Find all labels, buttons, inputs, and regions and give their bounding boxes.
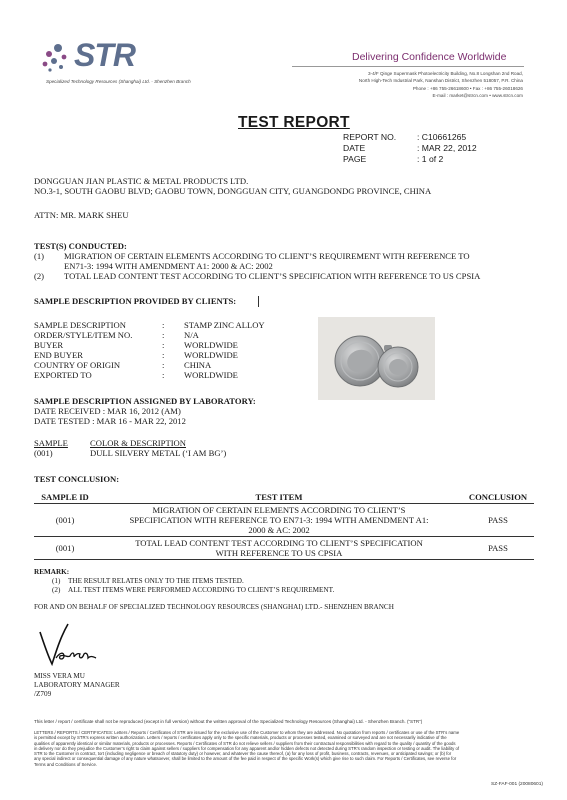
field-label: ORDER/STYLE/ITEM NO. xyxy=(34,330,133,340)
row-test-item xyxy=(96,538,462,558)
field-value: WORLDWIDE xyxy=(184,350,238,360)
tests-heading: TEST(S) CONDUCTED: xyxy=(34,241,127,251)
legal-line: Terms and Conditions of Service. xyxy=(34,761,98,767)
conclusion-table xyxy=(34,492,534,560)
field-sep: : xyxy=(162,350,165,360)
text-cursor xyxy=(258,296,259,307)
field-value: N/A xyxy=(184,330,199,340)
footer-legal xyxy=(34,730,544,767)
str-logo-graphic-icon xyxy=(40,40,76,74)
field-sep: : xyxy=(162,330,165,340)
zinc-stamp-coins-image xyxy=(318,317,435,400)
meta-label: DATE xyxy=(343,143,366,153)
sample-id: (001) xyxy=(34,448,53,458)
remark-text: THE RESULT RELATES ONLY TO THE ITEMS TESTED. xyxy=(68,577,244,585)
tagline: Delivering Confidence Worldwide xyxy=(352,51,507,63)
remark-heading: REMARK: xyxy=(34,568,70,576)
form-code: SZ-FAF-001 (20080601) xyxy=(491,782,543,787)
test-num: (1) xyxy=(34,251,45,261)
meta-value: : MAR 22, 2012 xyxy=(417,143,477,153)
field-sep: : xyxy=(162,340,165,350)
legal-line: LETTERS / REPORTS / CERTIFICATES: Letters / Reports / Certificates of STR are issued for the exclusive use of the Customer to whom they are addressed. No quotation from reports / certificates or use of the STR’s name xyxy=(34,730,460,735)
field-sep: : xyxy=(162,370,165,380)
table-row xyxy=(34,504,534,537)
legal-line: STR to the Customer in contract, tort (including negligence or breach of statutory duty) or however, and whatever the cause thereof, (a) for any loss of profit, business, contracts, revenues, or anticipated savings; or (b) for xyxy=(34,751,452,757)
client-block xyxy=(34,176,431,196)
legal-line: in delivery nor do they prejudice the Customer’s right to claim against sellers / suppliers for compensation for any apparent and/or hidden defects not detected during STR’s random inspection or testing or audit. The liability of xyxy=(34,745,460,751)
header-test-item: TEST ITEM xyxy=(255,492,303,502)
remark-text: ALL TEST ITEMS WERE PERFORMED ACCORDING TO CLIENT’S REQUIREMENT. xyxy=(68,586,335,594)
sample-photo xyxy=(318,317,435,400)
test-item xyxy=(34,271,534,281)
page-title: TEST REPORT xyxy=(238,114,350,131)
meta-value: : C10661265 xyxy=(417,132,467,142)
field-label: BUYER xyxy=(34,340,64,350)
sample-lab-heading: SAMPLE DESCRIPTION ASSIGNED BY LABORATORY: xyxy=(34,396,256,406)
header-conclusion: CONCLUSION xyxy=(468,492,528,502)
signatory-title: LABORATORY MANAGER xyxy=(34,681,120,689)
sample-clients-heading: SAMPLE DESCRIPTION PROVIDED BY CLIENTS: xyxy=(34,296,237,306)
row-test-item xyxy=(96,505,462,535)
handwritten-signature-icon xyxy=(34,618,104,670)
test-item-line: MIGRATION OF CERTAIN ELEMENTS ACCORDING TO CLIENT’S xyxy=(152,505,406,515)
field-value: CHINA xyxy=(184,360,212,370)
row-result: PASS xyxy=(488,543,508,553)
sample-color: DULL SILVERY METAL (‘I AM BG’) xyxy=(90,448,227,458)
legal-line: is permitted except by STR’s express written authorization. Letters / reports / certificates apply only to the specific materials, products or processes tested, examined or surveyed and are not necessarily indicative of the xyxy=(34,735,447,741)
field-label: SAMPLE DESCRIPTION xyxy=(34,320,126,330)
field-sep: : xyxy=(162,320,165,330)
remark-num: (1) xyxy=(52,577,61,585)
col-color: COLOR & DESCRIPTION xyxy=(90,438,186,448)
sample-clients-table xyxy=(34,320,265,380)
field-label: COUNTRY OF ORIGIN xyxy=(34,360,121,370)
remark-num: (2) xyxy=(52,586,61,594)
signatory-block xyxy=(34,672,120,699)
test-text-cont: EN71-3: 1994 WITH AMENDMENT A1: 2000 & AC: 2002 xyxy=(64,261,273,271)
field-value: WORLDWIDE xyxy=(184,340,238,350)
col-sample: SAMPLE xyxy=(34,438,68,448)
client-name: DONGGUAN JIAN PLASTIC & METAL PRODUCTS LTD. xyxy=(34,176,249,186)
table-header xyxy=(34,492,534,504)
header-sample-id: SAMPLE ID xyxy=(41,492,89,502)
remark-section xyxy=(34,568,334,595)
company-address xyxy=(223,70,523,100)
test-text: MIGRATION OF CERTAIN ELEMENTS ACCORDING TO CLIENT’S REQUIREMENT WITH REFERENCE TO xyxy=(64,251,470,261)
remark-item xyxy=(34,586,334,595)
footer-notice: This letter / report / certificate shall not be reproduced (except in full version) without the written approval of the Specialized Technology Resources (Shanghai) Ltd. - Shenzhen Branch. (“STR”) xyxy=(34,719,423,724)
attention-line: ATTN: MR. MARK SHEU xyxy=(34,210,129,220)
sample-lab-section xyxy=(34,396,256,426)
table-row xyxy=(34,537,534,560)
report-meta xyxy=(343,132,477,165)
signatory-code: /Z709 xyxy=(34,690,52,698)
address-line: 3-4/F Qinge Supermask Photoelectricity Building, No.8 Longshan 2nd Road, xyxy=(367,71,523,76)
remark-item xyxy=(34,577,334,586)
meta-label: PAGE xyxy=(343,154,367,164)
legal-line: qualities of apparently identical or similar materials, products or processes. Reports / Certificates of STR do not relieve sellers / suppliers from their contractual responsibilities with regard to the quality / quantity of the goods xyxy=(34,740,456,746)
field-label: END BUYER xyxy=(34,350,83,360)
legal-line: any special indirect or consequential damage of any nature whatsoever, shall be limited to the amount of the fee paid in respect of the specific Work(s) which give rise to such claim. For Reports / Certificates, see reverse for xyxy=(34,756,457,762)
test-item-line: 2000 & AC: 2002 xyxy=(248,525,310,535)
test-num: (2) xyxy=(34,271,45,281)
field-sep: : xyxy=(162,360,165,370)
on-behalf-line: FOR AND ON BEHALF OF SPECIALIZED TECHNOLOGY RESOURCES (SHANGHAI) LTD.- SHENZHEN BRANCH xyxy=(34,603,394,611)
row-result: PASS xyxy=(488,515,508,525)
tagline-rule xyxy=(292,66,524,67)
date-received: DATE RECEIVED : MAR 16, 2012 (AM) xyxy=(34,406,181,416)
sample-color-table xyxy=(34,438,226,458)
address-line: Phone : +86 755-26618600 • Fax : +86 755-26018626 xyxy=(412,85,523,91)
test-item-line: WITH REFERENCE TO US CPSIA xyxy=(215,548,343,558)
tests-section xyxy=(34,241,534,281)
meta-value: : 1 of 2 xyxy=(417,154,444,164)
meta-label: REPORT NO. xyxy=(343,132,397,142)
address-line: E-mail : market@strcn.com • www.strcn.com xyxy=(432,93,523,99)
test-text: TOTAL LEAD CONTENT TEST ACCORDING TO CLIENT’S SPECIFICATION WITH REFERENCE TO US CPSIA xyxy=(64,271,481,281)
conclusion-heading: TEST CONCLUSION: xyxy=(34,474,120,484)
field-value: WORLDWIDE xyxy=(184,370,238,380)
field-label: EXPORTED TO xyxy=(34,370,92,380)
test-item-line: TOTAL LEAD CONTENT TEST ACCORDING TO CLIENT’S SPECIFICATION xyxy=(135,538,423,548)
row-sample-id: (001) xyxy=(55,543,75,553)
test-item xyxy=(34,251,534,261)
field-value: STAMP ZINC ALLOY xyxy=(184,320,265,330)
date-tested: DATE TESTED : MAR 16 - MAR 22, 2012 xyxy=(34,416,186,426)
company-small: Specialized Technology Resources (Shanghai) Ltd. - Shenzhen Branch xyxy=(46,79,191,84)
test-item-line: SPECIFICATION WITH REFERENCE TO EN71-3: 1994 WITH AMENDMENT A1: xyxy=(129,515,429,525)
row-sample-id: (001) xyxy=(55,515,75,525)
signatory-name: MISS VERA MU xyxy=(34,672,85,680)
client-address: NO.3-1, SOUTH GAOBU BLVD; GAOBU TOWN, DONGGUAN CITY, GUANGDONDG PROVINCE, CHINA xyxy=(34,186,432,196)
address-line: North High-Tech Industrial Park, Nanshan District, Shenzhen 518057, P.R. China xyxy=(358,78,523,84)
str-logo-text: STR xyxy=(74,37,135,73)
